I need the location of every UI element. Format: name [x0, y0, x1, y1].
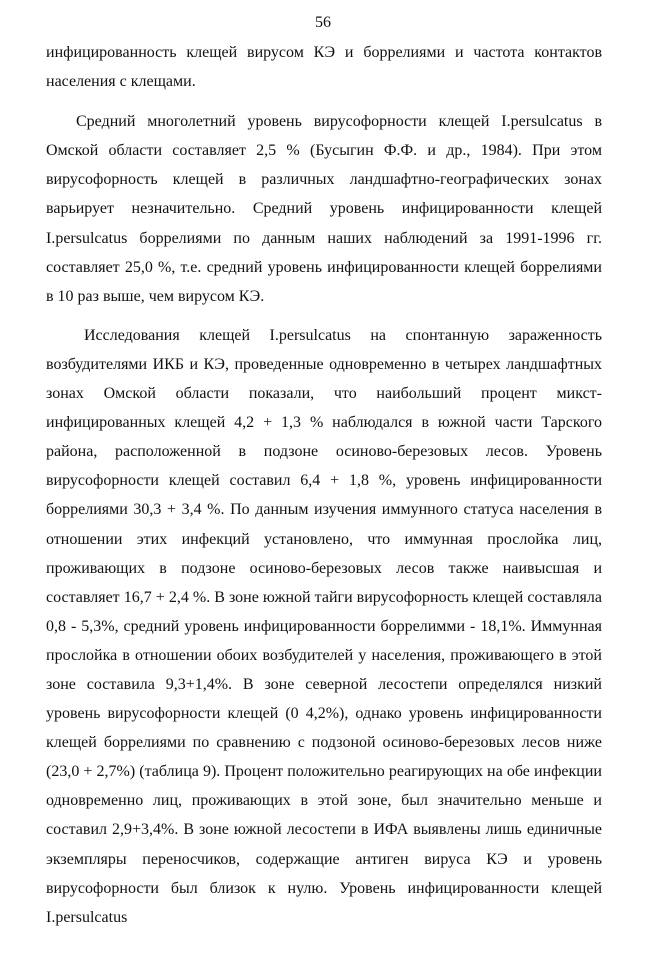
paragraph-virus-level: Средний многолетний уровень вирусофорности клещей I.persulcatus в Омской области составляет 2,5 % (Бусыгин Ф.Ф. и др., 1984). При этом вирусофорность клещей в различных ландшафтно-географических зонах варьирует незначительно. Средний уровень инфицированности клещей I.persulcatus боррелиями по данным наших наблюдений за 1991-1996 гг. составляет 25,0 %, т.е. средний уровень инфицированности клещей боррелиями в 10 раз выше, чем вирусом КЭ. [46, 113, 602, 305]
paragraph-continuation: инфицированность клещей вирусом КЭ и боррелиями и частота контактов населения с клещами. [46, 44, 602, 91]
page-number: 56 [315, 14, 331, 31]
body-text [46, 38, 602, 932]
paragraph-mixed-infection: Исследования клещей I.persulcatus на спонтанную зараженность возбудителями ИКБ и КЭ, проведенные одновременно в четырех ландшафтных зонах Омской области показали, что наибольший процент микст-инфицированных клещей 4,2 + 1,3 % наблюдался в южной части Тарского района, расположенной в подзоне осиново-березовых лесов. Уровень вирусофорности клещей составил 6,4 + 1,8 %, уровень инфицированности боррелиями 30,3 + 3,4 %. По данным изучения иммунного статуса населения в отношении этих инфекций установлено, что иммунная прослойка лиц, проживающих в подзоне осиново-березовых лесов также наивысшая и составляет 16,7 + 2,4 %. В зоне южной тайги вирусофорность клещей составляла 0,8 - 5,3%, средний уровень инфицированности боррелимми - 18,1%. Иммунная прослойка в отношении обоих возбудителей у населения, проживающего в этой зоне составила 9,3+1,4%. В зоне северной лесостепи определялся низкий уровень вирусофорности клещей (0 4,2%), однако уровень инфицированности клещей боррелиями по сравнению с подзоной осиново-березовых лесов ниже (23,0 + 2,7%) (таблица 9). Процент положительно реагирующих на обе инфекции одновременно лиц, проживающих в этой зоне, был значительно меньше и составил 2,9+3,4%. В зоне южной лесостепи в ИФА выявлены лишь единичные экземпляры переносчиков, содержащие антиген вируса КЭ и уровень вирусофорности был близок к нулю. Уровень инфицированности клещей I.persulcatus [46, 326, 602, 926]
